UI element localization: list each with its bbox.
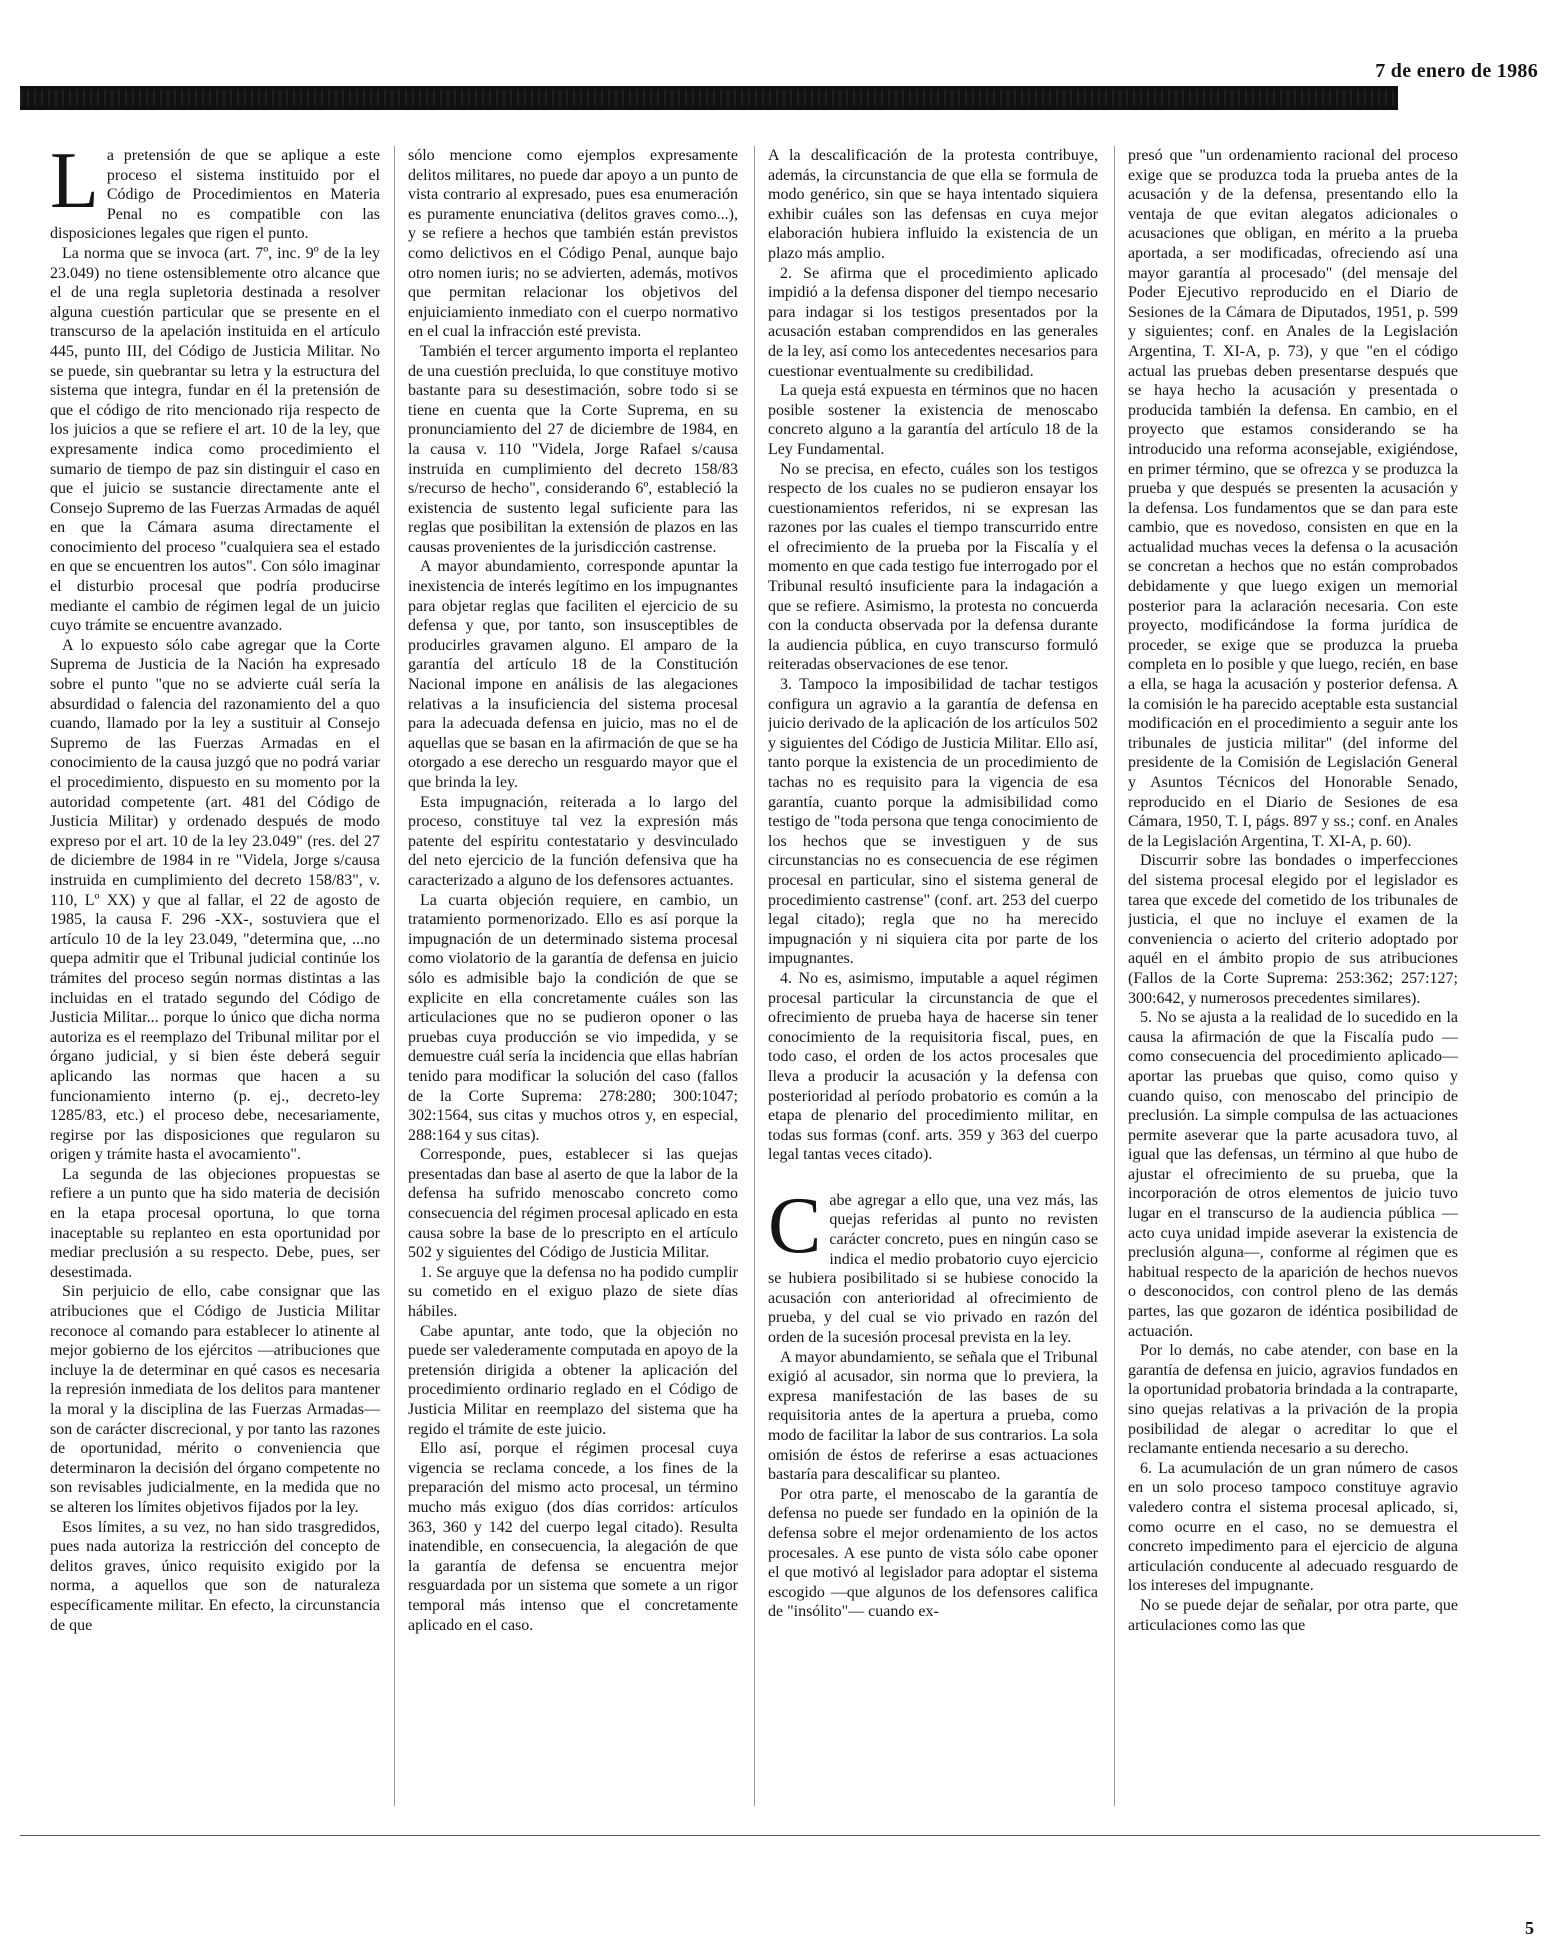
paragraph: Esta impugnación, reiterada a lo largo del proceso, constituye tal vez la expresión más patente del espíritu contestatario y desvinculado del neto ejercicio de la función defensiva que ha caracterizado a alguno de los defensores actuantes. [408, 793, 738, 889]
drop-cap: C [768, 1181, 822, 1270]
drop-cap: L [50, 146, 99, 225]
page-number: 5 [1525, 1918, 1534, 1938]
paragraph: 4. No es, asimismo, imputable a aquel régimen procesal particular la circunstancia de que el ofrecimiento de prueba haya de hacerse sin tener conocimiento de la requisitoria fiscal, pues, en todo caso, el orden de los actos procesales que lleva a producir la acusación y la defensa con posterioridad al período probatorio es común a la etapa de plenario del procedimiento militar, en todas sus formas (conf. arts. 359 y 363 del cuerpo legal tantas veces citado). [768, 969, 1098, 1164]
paragraph: Cabe agregar a ello que, una vez más, las quejas referidas al punto no revisten carácter concreto, pues en ningún caso se indica el medio probatorio cuyo ejercicio se hubiera posibilitado si se hubiese conocido la acusación con anterioridad al ofrecimiento de prueba, y del cual se vio privado en razón del orden de la sucesión procesal prevista en la ley. [768, 1181, 1098, 1347]
paragraph: La pretensión de que se aplique a este proceso el sistema instituido por el Código de Procedimientos en Materia Penal no es compatible con las disposiciones legales que rigen el punto. [50, 146, 380, 243]
paragraph: 3. Tampoco la imposibilidad de tachar testigos configura un agravio a la garantía de defensa en juicio derivado de la aplicación de los artículos 502 y siguientes del Código de Justicia Militar. Ello así, tanto porque la existencia de un procedimiento de tachas no es requisito para la vigencia de esa garantía, cuanto porque la admisibilidad como testigo de "toda persona que tenga conocimiento de los hechos que se investiguen y de sus circunstancias no es consecuencia de ese régimen procesal en particular, sino el sistema general de procedimiento castrense" (conf. art. 253 del cuerpo legal citado); regla que no ha merecido impugnación y ni siquiera cita por parte de los impugnantes. [768, 676, 1098, 968]
paragraph: Cabe apuntar, ante todo, que la objeción no puede ser valederamente computada en apoyo de la pretensión dirigida a obtener la aplicación del procedimiento ordinario reglado en el Código de Justicia Militar en reemplazo del sistema que ha regido el trámite de este juicio. [408, 1322, 738, 1438]
masthead-bar [20, 86, 1398, 110]
paragraph: 1. Se arguye que la defensa no ha podido cumplir su cometido en el exiguo plazo de siete días hábiles. [408, 1263, 738, 1321]
paragraph: 2. Se afirma que el procedimiento aplicado impidió a la defensa disponer del tiempo necesario para indagar si los testigos presentados por la acusación estaban comprendidos en las generales de la ley, así como los antecedentes necesarios para cuestionar eventualmente su credibilidad. [768, 264, 1098, 380]
column-2 [408, 146, 738, 1806]
paragraph: También el tercer argumento importa el replanteo de una cuestión precluida, lo que constituye motivo bastante para su desestimación, sobre todo si se tiene en cuenta que la Corte Suprema, en su pronunciamiento del 27 de diciembre de 1984, en la causa v. 110 "Videla, Jorge Rafael s/causa instruida en cumplimiento del decreto 158/83 s/recurso de hecho", considerando 6º, estableció la existencia de sustento legal suficiente para las reglas que posibilitan la extensión de plazos en las causas provenientes de la jurisdicción castrense. [408, 342, 738, 556]
issue-date: 7 de enero de 1986 [1375, 60, 1538, 82]
footer-rule [20, 1835, 1540, 1836]
paragraph: Esos límites, a su vez, no han sido trasgredidos, pues nada autoriza la restricción del concepto de delitos graves, único requisito exigido por la norma, a aquellos que son de naturaleza específicamente militar. En efecto, la circunstancia de que [50, 1518, 380, 1634]
paragraph: La segunda de las objeciones propuestas se refiere a un punto que ha sido materia de decisión en la etapa procesal oportuna, lo que torna inaceptable su replanteo en esta oportunidad por mediar preclusión a su respecto. Debe, pues, ser desestimada. [50, 1165, 380, 1281]
paragraph: No se puede dejar de señalar, por otra parte, que articulaciones como las que [1128, 1596, 1458, 1634]
paragraph: Corresponde, pues, establecer si las quejas presentadas dan base al aserto de que la labor de la defensa ha sufrido menoscabo concreto como consecuencia del régimen procesal aplicado en esta causa sobre la base de lo prescripto en el artículo 502 y siguientes del Código de Justicia Militar. [408, 1146, 738, 1262]
paragraph: sólo mencione como ejemplos expresamente delitos militares, no puede dar apoyo a un punto de vista contrario al expresado, pues esa enumeración es puramente enunciativa (delitos graves como...), y se refiere a hechos que también están previstos como delictivos en el Código Penal, aunque bajo otro nomen iuris; no se advierten, además, motivos que permitan relacionar los objetivos del enjuiciamiento inmediato con el cuerpo normativo en el cual la infracción esté prevista. [408, 147, 738, 341]
paragraph: A lo expuesto sólo cabe agregar que la Corte Suprema de Justicia de la Nación ha expresado sobre el punto "que no se advierte cuál sería la absurdidad o falencia del razonamiento del a quo cuando, llamado por la ley a sustituir al Consejo Supremo de las Fuerzas Armadas en el conocimiento de la causa juzgó que no podrá variar el procedimiento, dispuesto en su momento por la autoridad competente (art. 481 del Código de Justicia Militar) y ordenado después de modo expreso por el art. 10 de la ley 23.049" (res. del 27 de diciembre de 1984 in re "Videla, Jorge s/causa instruida en cumplimiento del decreto 158/83", v. 110, Lº XX) y que al fallar, el 22 de agosto de 1985, la causa F. 296 -XX-, sostuviera que el artículo 10 de la ley 23.049, "determina que, ...no quepa admitir que el Tribunal judicial continúe los trámites del proceso según normas distintas a las incluidas en el tratado segundo del Código de Justicia Militar... porque lo único que dicha norma autoriza es el reemplazo del Tribunal militar por el órgano judicial, y si bien éste deberá seguir aplicando las normas que hacen a su funcionamiento interno (p. ej., decreto-ley 1285/83, etc.) el proceso debe, necesariamente, regirse por las disposiciones que regularon su origen y trámite hasta el avocamiento". [50, 636, 380, 1164]
paragraph: La cuarta objeción requiere, en cambio, un tratamiento pormenorizado. Ello es así porque la impugnación de un determinado sistema procesal como violatorio de la garantía de defensa en juicio sólo es admisible bajo la condición de que se explicite en ella concretamente cuáles son las articulaciones que no se pudieron oponer o las pruebas cuya producción se vio impedida, y se demuestre cuál sería la incidencia que ellas habrían tenido para modificar la solución del caso (fallos de la Corte Suprema: 278:280; 300:1047; 302:1564, sus citas y muchos otros y, en especial, 288:164 y sus citas). [408, 891, 738, 1144]
paragraph: La norma que se invoca (art. 7º, inc. 9º de la ley 23.049) no tiene ostensiblemente otro alcance que el de una regla supletoria destinada a resolver alguna cuestión particular que se presente en el transcurso de la apelación instituida en el artículo 445, punto III, del Código de Justicia Militar. No se puede, sin quebrantar su letra y la estructura del sistema que integra, fundar en él la pretensión de que el código de rito mencionado rija respecto de los juicios a que se refiere el art. 10 de la ley, que expresamente indica como procedimiento el sumario de tiempo de paz sin distinguir el caso en que el juicio se sustancie directamente ante el Consejo Supremo de las Fuerzas Armadas de aquél en que la Cámara asuma directamente el conocimiento del proceso "cualquiera sea el estado en que se encuentren los autos". Con sólo imaginar el disturbio procesal que podría producirse mediante el cambio de régimen legal de un juicio cuyo trámite se encuentre avanzado. [50, 244, 380, 635]
paragraph: Discurrir sobre las bondades o imperfecciones del sistema procesal elegido por el legislador es tarea que excede del cometido de los tribunales de justicia, el que no incluye el examen de la conveniencia o acierto del criterio adoptado por aquél en el ámbito propio de sus atribuciones (Fallos de la Corte Suprema: 253:362; 257:127; 300:642, y numerosos precedentes similares). [1128, 852, 1458, 1007]
paragraph: A mayor abundamiento, corresponde apuntar la inexistencia de interés legítimo en los impugnantes para objetar reglas que faciliten el ejercicio de su defensa y que, por tanto, son insusceptibles de producirles gravamen alguno. El amparo de la garantía del artículo 18 de la Constitución Nacional impone en análisis de las alegaciones relativas a la insuficiencia del sistema procesal para la adecuada defensa en juicio, mas no el de aquellas que se basan en la afirmación de que se ha otorgado a ese derecho un resguardo mayor que el que brinda la ley. [408, 558, 738, 791]
paragraph: Sin perjuicio de ello, cabe consignar que las atribuciones que el Código de Justicia Militar reconoce al comando para establecer lo atinente al mejor gobierno de los ejércitos —atribuciones que incluye la de determinar en qué casos es necesaria la represión inmediata de los delitos para mantener la moral y la disciplina de las Fuerzas Armadas— son de carácter discrecional, y por tanto las razones de oportunidad, mérito o conveniencia que determinaron la decisión del órgano competente no son revisables judicialmente, en la medida que no se alteren los límites objetivos fijados por la ley. [50, 1283, 380, 1516]
paragraph: No se precisa, en efecto, cuáles son los testigos respecto de los cuales no se pudieron ensayar los cuestionamientos referidos, ni se expresan las razones por las cuales el tiempo transcurrido entre el ofrecimiento de la prueba por la Fiscalía y el momento en que cada testigo fue interrogado por el Tribunal resultó insuficiente para la indagación a que se refiere. Asimismo, la protesta no concuerda con la conducta observada por la defensa durante la audiencia pública, en cuyo transcurso formuló reiteradas observaciones de ese tenor. [768, 460, 1098, 674]
paragraph: Por lo demás, no cabe atender, con base en la garantía de defensa en juicio, agravios fundados en la oportunidad probatoria brindada a la contraparte, sino quejas relativas a la privación de la propia posibilidad de alegar o acreditar lo que el reclamante entienda necesario a su derecho. [1128, 1342, 1458, 1458]
column-3 [768, 146, 1098, 1806]
paragraph: A mayor abundamiento, se señala que el Tribunal exigió al acusador, sin norma que lo previera, la expresa manifestación de las bases de su requisitoria antes de la apertura a prueba, como modo de facilitar la labor de sus contrarios. La sola omisión de éstos de referirse a esas actuaciones bastaría para descalificar su planteo. [768, 1348, 1098, 1484]
paragraph: Ello así, porque el régimen procesal cuya vigencia se reclama concede, a los fines de la preparación del mismo acto procesal, un término mucho más exiguo (dos días corridos: artículos 363, 360 y 142 del cuerpo legal citado). Resulta inatendible, en consecuencia, la alegación de que la garantía de defensa se encuentra mejor resguardada por un sistema que somete a un rigor temporal más intenso que el concretamente aplicado en el caso. [408, 1440, 738, 1634]
paragraph: Por otra parte, el menoscabo de la garantía de defensa no puede ser fundado en la opinión de la defensa sobre el mejor ordenamiento de los actos procesales. A ese punto de vista sólo cabe oponer el que motivó al legislador para adoptar el sistema escogido —que algunos de los defensores califica de "insólito"— cuando ex- [768, 1485, 1098, 1621]
paragraph: 6. La acumulación de un gran número de casos en un solo proceso tampoco constituye agravio valedero contra el sistema procesal aplicado, si, como ocurre en el caso, no se demuestra el concreto impedimento para el ejercicio de alguna articulación conducente al adecuado resguardo de los intereses del impugnante. [1128, 1459, 1458, 1595]
article-columns [50, 146, 1476, 1806]
paragraph: presó que "un ordenamiento racional del proceso exige que se produzca toda la prueba antes de la acusación y de la defensa, presentando ello la ventaja de que evitan alegatos adicionales o acusaciones que obligan, en mérito a la prueba aportada, a ser modificadas, ofreciendo así una mayor garantía al procesado" (del mensaje del Poder Ejecutivo reproducido en el Diario de Sesiones de la Cámara de Diputados, 1951, p. 599 y siguientes; conf. en Anales de la Legislación Argentina, T. XI-A, p. 73), y que "en el código actual las pruebas deben presentarse después que se haya hecho la acusación y presentada o producida también la defensa. En cambio, en el proyecto que estamos considerando se ha introducido una reforma aconsejable, exigiéndose, en primer término, que se ofrezca y se produzca la prueba y que después se presenten la acusación y la defensa. Los fundamentos que se dan para este cambio, que es novedoso, consisten en que en la actualidad muchas veces la defensa o la acusación se concretan a hechos que no están comprobados debidamente y que luego exigen un memorial posterior para la aclaración necesaria. Con este proyecto, modificándose la forma jurídica de proceder, se exige que se produzca la prueba completa en lo posible y que luego, recién, en base a ella, se haga la acusación y posterior defensa. A la comisión le ha parecido aceptable esta sustancial modificación en el procedimiento a seguir ante los tribunales de justicia militar" (del informe del presidente de la Comisión de Legislación General y Asuntos Técnicos del Honorable Senado, reproducido en el Diario de Sesiones de esa Cámara, 1950, T. I, págs. 897 y ss.; conf. en Anales de la Legislación Argentina, T. XI-A, p. 60). [1128, 147, 1458, 850]
column-1 [50, 146, 380, 1806]
paragraph: La queja está expuesta en términos que no hacen posible sostener la existencia de menoscabo concreto alguno a la garantía del artículo 18 de la Ley Fundamental. [768, 382, 1098, 458]
column-4 [1128, 146, 1458, 1806]
paragraph: 5. No se ajusta a la realidad de lo sucedido en la causa la afirmación de que la Fiscalía pudo —como consecuencia del procedimiento aplicado— aportar las pruebas que quiso, como quiso y cuando quiso, con menoscabo del principio de preclusión. La simple compulsa de las actuaciones permite aseverar que la parte acusadora tuvo, al igual que las defensas, un término al que hubo de ajustar el ofrecimiento de su prueba, que la incorporación de otros elementos de juicio tuvo lugar en el transcurso de la audiencia pública —acto cuya unidad impide aseverar la existencia de preclusión alguna—, conforme al régimen que es habitual respecto de la aparición de hechos nuevos o desconocidos, con control pleno de las demás partes, las que gozaron de idéntica posibilidad de actuación. [1128, 1009, 1458, 1340]
paragraph: A la descalificación de la protesta contribuye, además, la circunstancia de que ella se formula de modo genérico, sin que se haya intentado siquiera exhibir cuáles son las defensas en cuya mejor elaboración hubiera influido la existencia de un plazo más amplio. [768, 147, 1098, 262]
